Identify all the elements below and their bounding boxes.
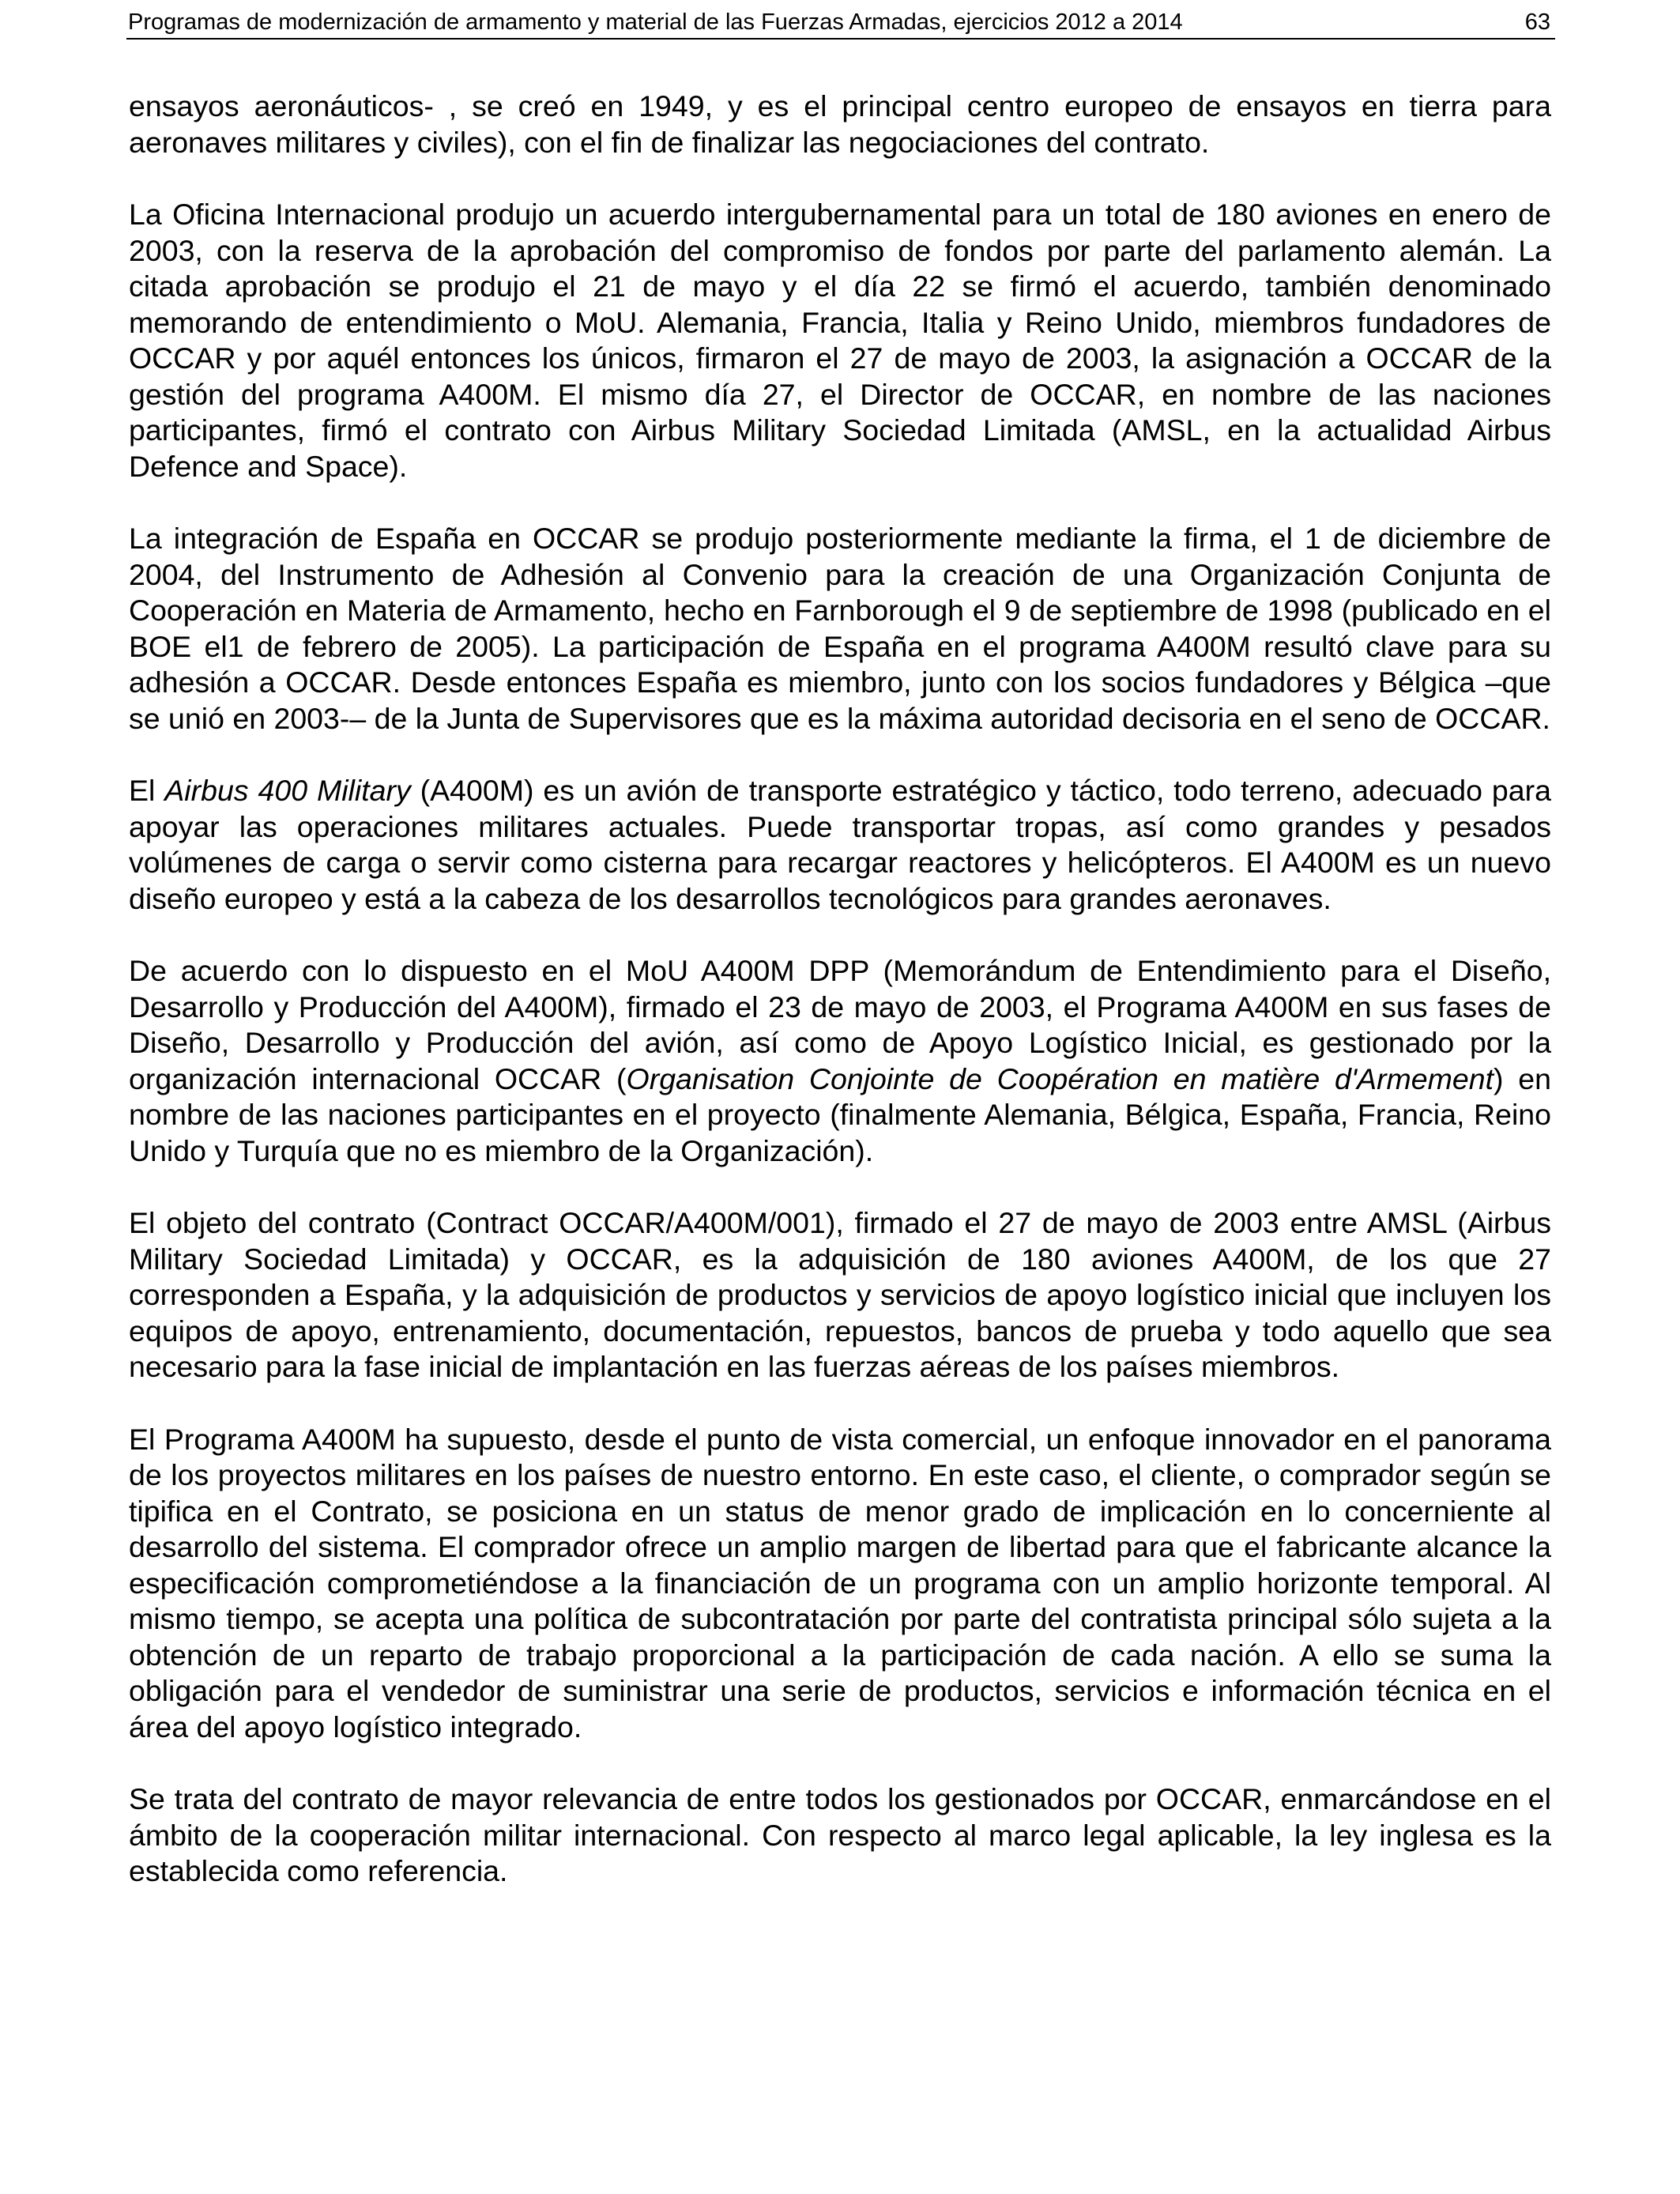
paragraph-2	[129, 197, 1551, 484]
paragraph-4-text-b: (A400M) es un avión de transporte estratégico y táctico, todo terreno, adecuado para apoyar las operaciones militares actuales. Puede transportar tropas, así como grandes y pesados volúmenes de carga o servir como cisterna para recargar reactores y helicópteros. El A400M es un nuevo diseño europeo y está a la cabeza de los desarrollos tecnológicos para grandes aeronaves.	[129, 774, 1551, 915]
paragraph-3-text: La integración de España en OCCAR se produjo posteriormente mediante la firma, el 1 de diciembre de 2004, del Instrumento de Adhesión al Convenio para la creación de una Organización Conjunta de Cooperación en Materia de Armamento, hecho en Farnborough el 9 de septiembre de 1998 (publicado en el BOE el1 de febrero de 2005). La participación de España en el programa A400M resultó clave para su adhesión a OCCAR. Desde entonces España es miembro, junto con los socios fundadores y Bélgica –que se unió en 2003-– de la Junta de Supervisores que es la máxima autoridad decisoria en el seno de OCCAR.	[129, 522, 1551, 735]
paragraph-5-text-b: ) en nombre de las naciones participantes en el proyecto (finalmente Alemania, Bélgica, España, Francia, Reino Unido y Turquía que no es miembro de la Organización).	[129, 1061, 1551, 1167]
paragraph-7	[129, 1422, 1551, 1746]
paragraph-4	[129, 773, 1551, 917]
page-number: 63	[1524, 9, 1550, 35]
paragraph-8	[129, 1781, 1551, 1890]
paragraph-4-text-a: El	[129, 774, 165, 807]
header-title: Programas de modernización de armamento y material de las Fuerzas Armadas, ejercicios 2012 a 2014	[128, 9, 1183, 35]
paragraph-1	[129, 89, 1551, 160]
paragraph-1-text: ensayos aeronáuticos- , se creó en 1949, y es el principal centro europeo de ensayos en tierra para aeronaves militares y civiles), con el fin de finalizar las negociaciones del contrato.	[129, 89, 1551, 159]
paragraph-5-italic: Organisation Conjointe de Coopération en matière d'Armement	[626, 1061, 1494, 1095]
running-header	[126, 6, 1555, 40]
paragraph-7-text: El Programa A400M ha supuesto, desde el punto de vista comercial, un enfoque innovador en el panorama de los proyectos militares en los países de nuestro entorno. En este caso, el cliente, o comprador según se tipifica en el Contrato, se posiciona en un status de menor grado de implicación en lo concerniente al desarrollo del sistema. El comprador ofrece un amplio margen de libertad para que el fabricante alcance la especificación comprometiéndose a la financiación de un programa con un amplio horizonte temporal. Al mismo tiempo, se acepta una política de subcontratación por parte del contratista principal sólo sujeta a la obtención de un reparto de trabajo proporcional a la participación de cada nación. A ello se suma la obligación para el vendedor de suministrar una serie de productos, servicios e información técnica en el área del apoyo logístico integrado.	[129, 1422, 1551, 1744]
document-body	[129, 89, 1551, 1926]
paragraph-5-text-a: De acuerdo con lo dispuesto en el MoU A400M DPP (Memorándum de Entendimiento para el Diseño, Desarrollo y Producción del A400M), firmado el 23 de mayo de 2003, el Programa A400M en sus fases de Diseño, Desarrollo y Producción del avión, así como de Apoyo Logístico Inicial, es gestionado por la organización internacional OCCAR (	[129, 954, 1551, 1095]
paragraph-8-text: Se trata del contrato de mayor relevancia de entre todos los gestionados por OCCAR, enmarcándose en el ámbito de la cooperación militar internacional. Con respecto al marco legal aplicable, la ley inglesa es la establecida como referencia.	[129, 1782, 1551, 1887]
paragraph-5	[129, 953, 1551, 1169]
paragraph-3	[129, 521, 1551, 737]
paragraph-2-text: La Oficina Internacional produjo un acuerdo intergubernamental para un total de 180 aviones en enero de 2003, con la reserva de la aprobación del compromiso de fondos por parte del parlamento alemán. La citada aprobación se produjo el 21 de mayo y el día 22 se firmó el acuerdo, también denominado memorando de entendimiento o MoU. Alemania, Francia, Italia y Reino Unido, miembros fundadores de OCCAR y por aquél entonces los únicos, firmaron el 27 de mayo de 2003, la asignación a OCCAR de la gestión del programa A400M. El mismo día 27, el Director de OCCAR, en nombre de las naciones participantes, firmó el contrato con Airbus Military Sociedad Limitada (AMSL, en la actualidad Airbus Defence and Space).	[129, 198, 1551, 483]
paragraph-4-italic: Airbus 400 Military	[164, 774, 411, 807]
paragraph-6-text: El objeto del contrato (Contract OCCAR/A400M/001), firmado el 27 de mayo de 2003 entre AMSL (Airbus Military Sociedad Limitada) y OCCAR, es la adquisición de 180 aviones A400M, de los que 27 corresponden a España, y la adquisición de productos y servicios de apoyo logístico inicial que incluyen los equipos de apoyo, entrenamiento, documentación, repuestos, bancos de prueba y todo aquello que sea necesario para la fase inicial de implantación en las fuerzas aéreas de los países miembros.	[129, 1206, 1551, 1383]
paragraph-6	[129, 1205, 1551, 1385]
